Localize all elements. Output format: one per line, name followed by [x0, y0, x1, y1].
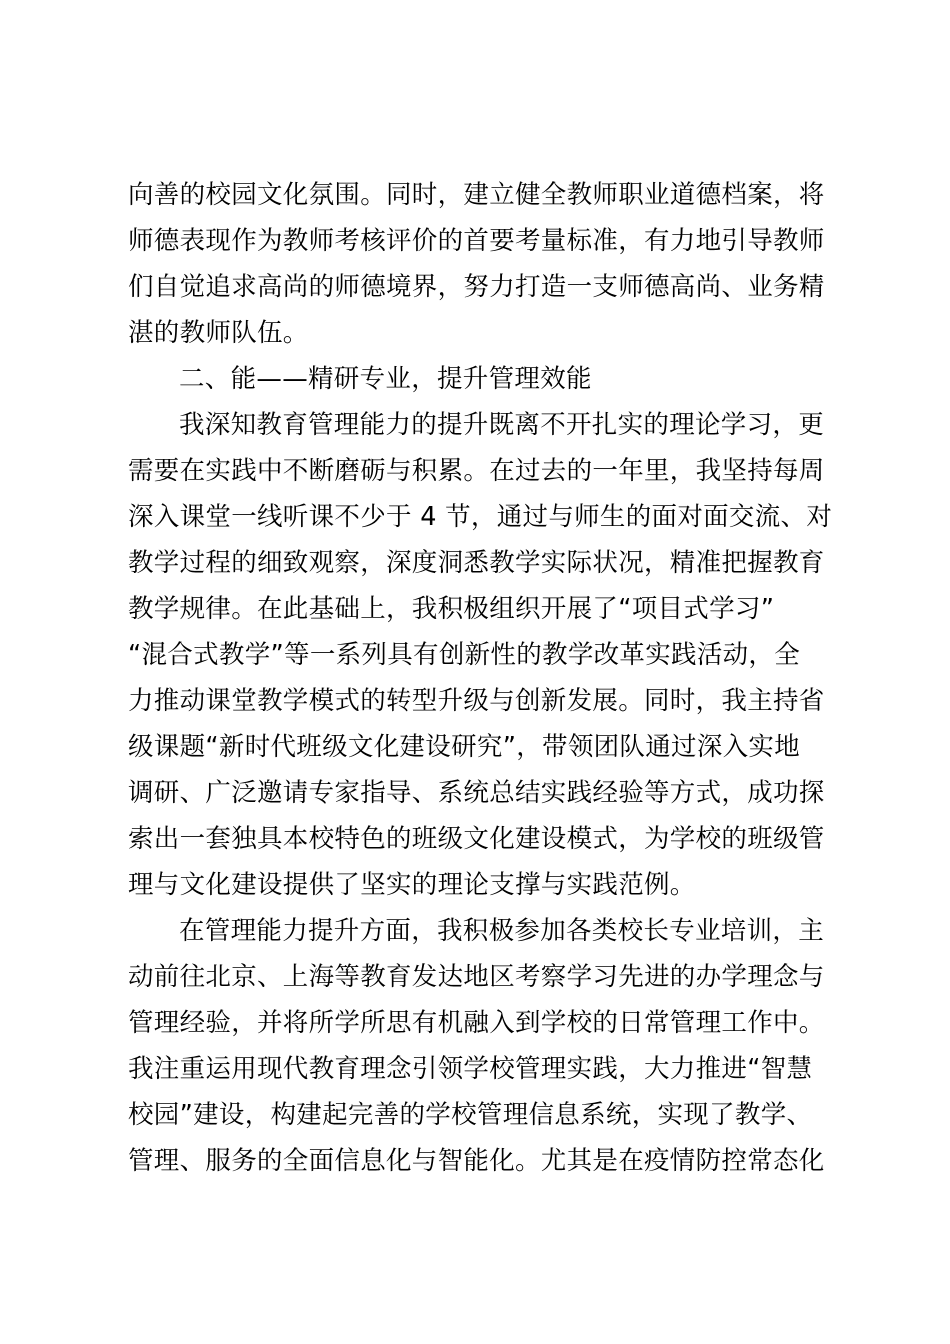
text-line: 管理、服务的全面信息化与智能化。尤其是在疫情防控常态化: [128, 1146, 825, 1176]
text-line: 需要在实践中不断磨砺与积累。在过去的一年里，我坚持每周: [128, 456, 825, 486]
text-line: 校园”建设，构建起完善的学校管理信息系统，实现了教学、: [128, 1100, 813, 1130]
document-body: [128, 172, 834, 1184]
text-line: 力推动课堂教学模式的转型升级与创新发展。同时，我主持省: [128, 686, 825, 716]
text-line: 理与文化建设提供了坚实的理论支撑与实践范例。: [128, 870, 696, 900]
text-line: 们自觉追求高尚的师德境界，努力打造一支师德高尚、业务精: [128, 272, 825, 302]
text-line: 我注重运用现代教育理念引领学校管理实践，大力推进“智慧: [128, 1054, 813, 1084]
text-line: 在管理能力提升方面，我积极参加各类校长专业培训，主: [179, 916, 825, 946]
text-line: 教学过程的细致观察，深度洞悉教学实际状况，精准把握教育: [128, 548, 825, 578]
section-heading: 二、能——精研专业，提升管理效能: [179, 364, 592, 394]
text-line: 深入课堂一线听课不少于 4 节，通过与师生的面对面交流、对: [128, 502, 833, 532]
text-line: 教学规律。在此基础上，我积极组织开展了“项目式学习”: [128, 594, 775, 624]
text-line: 向善的校园文化氛围。同时，建立健全教师职业道德档案，将: [128, 180, 825, 210]
text-line: 湛的教师队伍。: [128, 318, 309, 348]
text-line: 调研、广泛邀请专家指导、系统总结实践经验等方式，成功探: [128, 778, 825, 808]
text-line: 管理经验，并将所学所思有机融入到学校的日常管理工作中。: [128, 1008, 825, 1038]
text-line: 动前往北京、上海等教育发达地区考察学习先进的办学理念与: [128, 962, 825, 992]
text-line: 级课题“新时代班级文化建设研究”，带领团队通过深入实地: [128, 732, 801, 762]
text-line: “混合式教学”等一系列具有创新性的教学改革实践活动，全: [128, 640, 801, 670]
text-line: 师德表现作为教师考核评价的首要考量标准，有力地引导教师: [128, 226, 825, 256]
text-line: 索出一套独具本校特色的班级文化建设模式，为学校的班级管: [128, 824, 825, 854]
text-line: 我深知教育管理能力的提升既离不开扎实的理论学习，更: [179, 410, 825, 440]
